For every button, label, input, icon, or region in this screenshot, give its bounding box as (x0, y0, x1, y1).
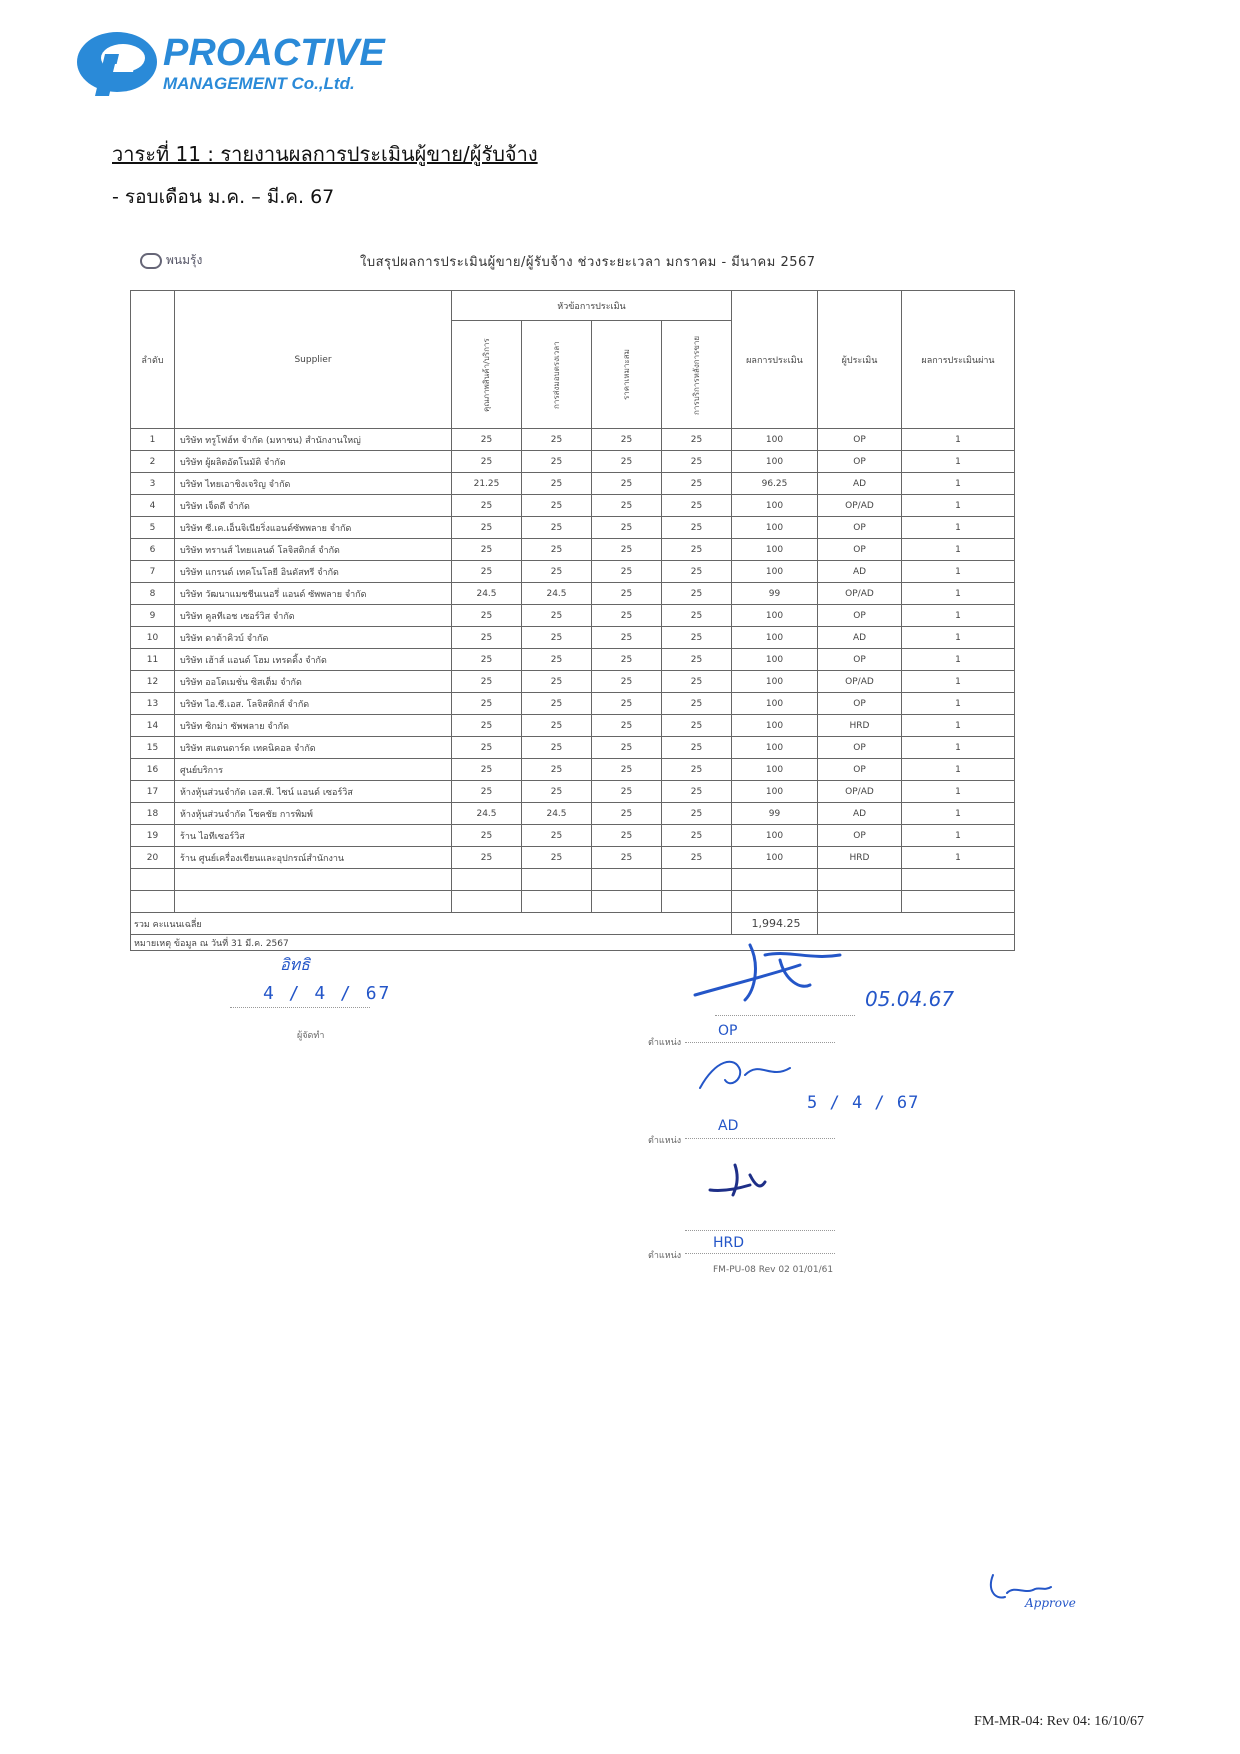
table-row (131, 495, 1015, 517)
cell-criterion-1: 25 (452, 451, 522, 473)
form-logo-icon (140, 253, 162, 269)
cell-supplier: ห้างหุ้นส่วนจำกัด เอส.พี. ไซน์ แอนด์ เซอร์วิส (175, 781, 452, 803)
cell-criterion-2: 25 (522, 693, 592, 715)
cell-evaluator: AD (818, 473, 902, 495)
empty-cell (818, 891, 902, 913)
form-header-logo (140, 251, 202, 270)
cell-criterion-2: 25 (522, 781, 592, 803)
cell-evaluator: OP (818, 517, 902, 539)
table-row (131, 561, 1015, 583)
cell-criterion-3: 25 (592, 627, 662, 649)
cell-total: 99 (732, 803, 818, 825)
cell-grade: 1 (902, 429, 1015, 451)
cell-criterion-4: 25 (662, 715, 732, 737)
cell-supplier: บริษัท เฮ้าส์ แอนด์ โฮม เทรดดิ้ง จำกัด (175, 649, 452, 671)
second-signature-icon (690, 1050, 800, 1095)
cell-total: 100 (732, 825, 818, 847)
cell-supplier: บริษัท ทรูโฟฮ์ท จำกัด (มหาชน) สำนักงานใหญ่ (175, 429, 452, 451)
cell-evaluator: OP (818, 649, 902, 671)
cell-criterion-4: 25 (662, 627, 732, 649)
header-evaluator: ผู้ประเมิน (818, 291, 902, 429)
cell-evaluator: OP/AD (818, 671, 902, 693)
cell-criterion-4: 25 (662, 737, 732, 759)
cell-grade: 1 (902, 671, 1015, 693)
empty-cell (175, 891, 452, 913)
table-row (131, 649, 1015, 671)
cell-criterion-4: 25 (662, 517, 732, 539)
evaluation-form (130, 245, 1020, 1285)
cell-grade: 1 (902, 649, 1015, 671)
form-title: ใบสรุปผลการประเมินผู้ขาย/ผู้รับจ้าง ช่วงระยะเวลา มกราคม - มีนาคม 2567 (360, 255, 816, 270)
cell-criterion-1: 25 (452, 825, 522, 847)
cell-criterion-1: 25 (452, 781, 522, 803)
cell-criterion-1: 25 (452, 759, 522, 781)
cell-criterion-3: 25 (592, 803, 662, 825)
cell-criterion-2: 24.5 (522, 583, 592, 605)
cell-grade: 1 (902, 539, 1015, 561)
cell-grade: 1 (902, 605, 1015, 627)
cell-criterion-2: 25 (522, 495, 592, 517)
cell-supplier: ร้าน ศูนย์เครื่องเขียนและอุปกรณ์สำนักงาน (175, 847, 452, 869)
cell-grade: 1 (902, 781, 1015, 803)
empty-cell (662, 891, 732, 913)
header-grade: ผลการประเมินผ่าน (902, 291, 1015, 429)
cell-no: 1 (131, 429, 175, 451)
header-criterion-4 (662, 321, 732, 429)
cell-total: 100 (732, 781, 818, 803)
cell-criterion-4: 25 (662, 605, 732, 627)
cell-criterion-3: 25 (592, 825, 662, 847)
table-row (131, 583, 1015, 605)
cell-criterion-4: 25 (662, 671, 732, 693)
empty-cell (818, 869, 902, 891)
cell-grade: 1 (902, 803, 1015, 825)
document-footer-code: FM-MR-04: Rev 04: 16/10/67 (974, 1714, 1144, 1729)
form-code: FM-PU-08 Rev 02 01/01/61 (713, 1265, 834, 1275)
table-note: หมายเหตุ ข้อมูล ณ วันที่ 31 มี.ค. 2567 (131, 935, 1015, 951)
cell-grade: 1 (902, 583, 1015, 605)
cell-grade: 1 (902, 517, 1015, 539)
position-line-1 (685, 1042, 835, 1043)
cell-criterion-2: 25 (522, 605, 592, 627)
cell-criterion-3: 25 (592, 539, 662, 561)
cell-evaluator: OP (818, 539, 902, 561)
cell-criterion-1: 25 (452, 539, 522, 561)
cell-criterion-1: 25 (452, 561, 522, 583)
cell-criterion-3: 25 (592, 715, 662, 737)
empty-table-row (131, 891, 1015, 913)
cell-criterion-3: 25 (592, 517, 662, 539)
cell-no: 16 (131, 759, 175, 781)
cell-total: 100 (732, 715, 818, 737)
cell-grade: 1 (902, 473, 1015, 495)
cell-grade: 1 (902, 737, 1015, 759)
cell-criterion-4: 25 (662, 649, 732, 671)
cell-criterion-4: 25 (662, 495, 732, 517)
cell-criterion-1: 24.5 (452, 583, 522, 605)
cell-criterion-4: 25 (662, 561, 732, 583)
cell-supplier: บริษัท สแตนดาร์ด เทคนิคอล จำกัด (175, 737, 452, 759)
header-supplier: Supplier (175, 291, 452, 429)
cell-total: 100 (732, 561, 818, 583)
cell-criterion-2: 25 (522, 671, 592, 693)
cell-supplier: บริษัท ซี.เค.เอ็นจิเนียริ่งแอนด์ซัพพลาย จำกัด (175, 517, 452, 539)
empty-cell (452, 869, 522, 891)
left-date-line (230, 1007, 370, 1008)
cell-total: 100 (732, 671, 818, 693)
cell-criterion-3: 25 (592, 561, 662, 583)
cell-criterion-2: 25 (522, 561, 592, 583)
left-signature: อิทธิ (280, 955, 310, 974)
cell-no: 3 (131, 473, 175, 495)
cell-criterion-2: 25 (522, 539, 592, 561)
table-row (131, 737, 1015, 759)
cell-criterion-2: 25 (522, 847, 592, 869)
empty-cell (592, 891, 662, 913)
cell-criterion-3: 25 (592, 781, 662, 803)
cell-supplier: บริษัท ทรานส์ ไทยแลนด์ โลจิสติกส์ จำกัด (175, 539, 452, 561)
cell-criterion-3: 25 (592, 649, 662, 671)
third-date-line (685, 1230, 835, 1231)
header-no: ลำดับ (131, 291, 175, 429)
approval-signature-icon (985, 1565, 1080, 1615)
agenda-period: - รอบเดือน ม.ค. – มี.ค. 67 (112, 186, 335, 208)
cell-total: 100 (732, 451, 818, 473)
cell-criterion-3: 25 (592, 451, 662, 473)
left-signature-date: 4 / 4 / 67 (263, 983, 392, 1004)
cell-no: 8 (131, 583, 175, 605)
logo-text-secondary: MANAGEMENT Co.,Ltd. (163, 74, 355, 93)
company-logo (75, 24, 385, 100)
cell-supplier: บริษัท ไทยเอาชิงเจริญ จำกัด (175, 473, 452, 495)
cell-criterion-3: 25 (592, 693, 662, 715)
cell-criterion-2: 25 (522, 759, 592, 781)
cell-grade: 1 (902, 627, 1015, 649)
empty-cell (131, 869, 175, 891)
cell-evaluator: OP/AD (818, 781, 902, 803)
cell-total: 99 (732, 583, 818, 605)
cell-criterion-4: 25 (662, 429, 732, 451)
cell-criterion-1: 21.25 (452, 473, 522, 495)
criterion-2-label: การส่งมอบตรงเวลา (552, 340, 561, 409)
empty-cell (732, 869, 818, 891)
cell-no: 2 (131, 451, 175, 473)
sum-blank (818, 913, 1015, 935)
cell-evaluator: OP (818, 759, 902, 781)
empty-cell (175, 869, 452, 891)
evaluation-table-body (131, 429, 1015, 913)
logo-emblem-icon (75, 24, 160, 100)
cell-criterion-3: 25 (592, 671, 662, 693)
cell-total: 100 (732, 759, 818, 781)
cell-no: 12 (131, 671, 175, 693)
cell-criterion-3: 25 (592, 759, 662, 781)
cell-supplier: บริษัท ดาต้าคิวบ์ จำกัด (175, 627, 452, 649)
cell-criterion-2: 25 (522, 627, 592, 649)
cell-criterion-1: 25 (452, 671, 522, 693)
left-signature-label: ผู้จัดทำ (297, 1031, 325, 1041)
position-value-2: AD (718, 1118, 739, 1134)
cell-total: 100 (732, 693, 818, 715)
right-signature-icon (690, 935, 850, 1005)
cell-criterion-3: 25 (592, 583, 662, 605)
table-row (131, 847, 1015, 869)
empty-cell (522, 869, 592, 891)
cell-criterion-3: 25 (592, 429, 662, 451)
cell-grade: 1 (902, 561, 1015, 583)
cell-criterion-4: 25 (662, 781, 732, 803)
cell-criterion-4: 25 (662, 825, 732, 847)
cell-grade: 1 (902, 693, 1015, 715)
table-row (131, 429, 1015, 451)
cell-total: 100 (732, 539, 818, 561)
cell-supplier: บริษัท ออโตเมชั่น ซิสเต็ม จำกัด (175, 671, 452, 693)
cell-total: 100 (732, 847, 818, 869)
position-label-1: ตำแหน่ง (648, 1038, 682, 1048)
cell-supplier: ศูนย์บริการ (175, 759, 452, 781)
cell-evaluator: OP (818, 693, 902, 715)
criterion-4-label: การบริการหลังการขาย (692, 335, 701, 415)
cell-criterion-1: 25 (452, 693, 522, 715)
cell-criterion-1: 25 (452, 649, 522, 671)
sum-value: 1,994.25 (732, 913, 818, 935)
empty-cell (522, 891, 592, 913)
cell-criterion-1: 25 (452, 429, 522, 451)
third-signature-icon (705, 1160, 775, 1200)
empty-cell (902, 869, 1015, 891)
second-signature-date: 5 / 4 / 67 (807, 1093, 920, 1113)
cell-supplier: ห้างหุ้นส่วนจำกัด โชคชัย การพิมพ์ (175, 803, 452, 825)
cell-criterion-1: 25 (452, 715, 522, 737)
table-row (131, 627, 1015, 649)
cell-criterion-1: 25 (452, 517, 522, 539)
cell-supplier: บริษัท ผู้ผลิตอัตโนมัติ จำกัด (175, 451, 452, 473)
cell-grade: 1 (902, 825, 1015, 847)
cell-evaluator: HRD (818, 715, 902, 737)
cell-criterion-1: 25 (452, 847, 522, 869)
sum-label: รวม คะแนนเฉลี่ย (131, 913, 732, 935)
table-row (131, 825, 1015, 847)
cell-evaluator: OP (818, 825, 902, 847)
cell-evaluator: OP/AD (818, 583, 902, 605)
cell-criterion-1: 25 (452, 605, 522, 627)
right-date-line (715, 1015, 855, 1016)
cell-total: 100 (732, 737, 818, 759)
cell-criterion-1: 25 (452, 737, 522, 759)
cell-no: 5 (131, 517, 175, 539)
empty-cell (732, 891, 818, 913)
position-value-1: OP (718, 1023, 738, 1039)
cell-no: 17 (131, 781, 175, 803)
cell-no: 11 (131, 649, 175, 671)
cell-grade: 1 (902, 495, 1015, 517)
header-criterion-1 (452, 321, 522, 429)
table-row (131, 781, 1015, 803)
table-row (131, 451, 1015, 473)
header-criteria-group: หัวข้อการประเมิน (452, 291, 732, 321)
cell-criterion-4: 25 (662, 583, 732, 605)
cell-criterion-2: 25 (522, 429, 592, 451)
approval-signature (985, 1565, 1080, 1619)
evaluation-table (130, 290, 1015, 951)
cell-supplier: บริษัท แกรนด์ เทคโนโลยี อินดัสทรี จำกัด (175, 561, 452, 583)
cell-criterion-3: 25 (592, 473, 662, 495)
empty-cell (452, 891, 522, 913)
cell-criterion-3: 25 (592, 847, 662, 869)
empty-cell (592, 869, 662, 891)
cell-no: 19 (131, 825, 175, 847)
position-value-3: HRD (713, 1235, 745, 1251)
criterion-1-label: คุณภาพสินค้า/บริการ (482, 337, 491, 412)
cell-grade: 1 (902, 759, 1015, 781)
empty-cell (902, 891, 1015, 913)
cell-criterion-2: 25 (522, 517, 592, 539)
cell-no: 14 (131, 715, 175, 737)
cell-no: 9 (131, 605, 175, 627)
table-row (131, 605, 1015, 627)
cell-evaluator: HRD (818, 847, 902, 869)
cell-evaluator: AD (818, 627, 902, 649)
header-criterion-2 (522, 321, 592, 429)
cell-evaluator: AD (818, 803, 902, 825)
table-row (131, 759, 1015, 781)
cell-evaluator: OP/AD (818, 495, 902, 517)
logo-text-primary: PROACTIVE (163, 32, 385, 74)
header-criterion-3 (592, 321, 662, 429)
cell-supplier: บริษัท ไอ.ซี.เอส. โลจิสติกส์ จำกัด (175, 693, 452, 715)
cell-supplier: บริษัท คูลทีเอช เซอร์วิส จำกัด (175, 605, 452, 627)
cell-evaluator: AD (818, 561, 902, 583)
cell-criterion-4: 25 (662, 539, 732, 561)
cell-criterion-3: 25 (592, 495, 662, 517)
form-logo-text: พนมรุ้ง (166, 253, 203, 267)
agenda-title: วาระที่ 11 : รายงานผลการประเมินผู้ขาย/ผู้รับจ้าง (112, 142, 538, 166)
cell-criterion-4: 25 (662, 759, 732, 781)
position-line-3 (685, 1253, 835, 1254)
cell-total: 96.25 (732, 473, 818, 495)
cell-no: 7 (131, 561, 175, 583)
cell-no: 13 (131, 693, 175, 715)
empty-cell (131, 891, 175, 913)
cell-evaluator: OP (818, 429, 902, 451)
position-label-2: ตำแหน่ง (648, 1136, 682, 1146)
empty-table-row (131, 869, 1015, 891)
cell-criterion-2: 24.5 (522, 803, 592, 825)
cell-criterion-2: 25 (522, 737, 592, 759)
cell-total: 100 (732, 649, 818, 671)
cell-total: 100 (732, 429, 818, 451)
cell-no: 4 (131, 495, 175, 517)
cell-no: 6 (131, 539, 175, 561)
cell-total: 100 (732, 517, 818, 539)
table-row (131, 803, 1015, 825)
table-row (131, 473, 1015, 495)
cell-criterion-1: 24.5 (452, 803, 522, 825)
cell-criterion-1: 25 (452, 627, 522, 649)
cell-supplier: ร้าน ไอทีเซอร์วิส (175, 825, 452, 847)
cell-criterion-2: 25 (522, 715, 592, 737)
cell-criterion-4: 25 (662, 803, 732, 825)
criterion-3-label: ราคาเหมาะสม (622, 349, 631, 400)
cell-evaluator: OP (818, 451, 902, 473)
cell-supplier: บริษัท วัฒนาแมชชีนเนอรี่ แอนด์ ซัพพลาย จำกัด (175, 583, 452, 605)
cell-criterion-3: 25 (592, 605, 662, 627)
cell-no: 18 (131, 803, 175, 825)
cell-total: 100 (732, 627, 818, 649)
cell-criterion-4: 25 (662, 693, 732, 715)
cell-criterion-2: 25 (522, 451, 592, 473)
position-label-3: ตำแหน่ง (648, 1251, 682, 1261)
cell-grade: 1 (902, 715, 1015, 737)
table-row (131, 539, 1015, 561)
cell-grade: 1 (902, 847, 1015, 869)
position-line-2 (685, 1138, 835, 1139)
cell-no: 15 (131, 737, 175, 759)
table-row (131, 517, 1015, 539)
cell-total: 100 (732, 495, 818, 517)
table-row (131, 715, 1015, 737)
cell-criterion-3: 25 (592, 737, 662, 759)
cell-criterion-2: 25 (522, 825, 592, 847)
cell-evaluator: OP (818, 737, 902, 759)
header-total: ผลการประเมิน (732, 291, 818, 429)
cell-criterion-2: 25 (522, 649, 592, 671)
cell-criterion-2: 25 (522, 473, 592, 495)
cell-criterion-4: 25 (662, 451, 732, 473)
approval-text: Approve (1025, 1596, 1076, 1610)
cell-supplier: บริษัท เจ็ดดี จำกัด (175, 495, 452, 517)
empty-cell (662, 869, 732, 891)
cell-criterion-1: 25 (452, 495, 522, 517)
cell-evaluator: OP (818, 605, 902, 627)
cell-grade: 1 (902, 451, 1015, 473)
cell-no: 20 (131, 847, 175, 869)
cell-total: 100 (732, 605, 818, 627)
table-row (131, 671, 1015, 693)
cell-criterion-4: 25 (662, 473, 732, 495)
table-row (131, 693, 1015, 715)
cell-no: 10 (131, 627, 175, 649)
cell-criterion-4: 25 (662, 847, 732, 869)
cell-supplier: บริษัท ซิกม่า ซัพพลาย จำกัด (175, 715, 452, 737)
right-signature-date: 05.04.67 (865, 987, 955, 1011)
